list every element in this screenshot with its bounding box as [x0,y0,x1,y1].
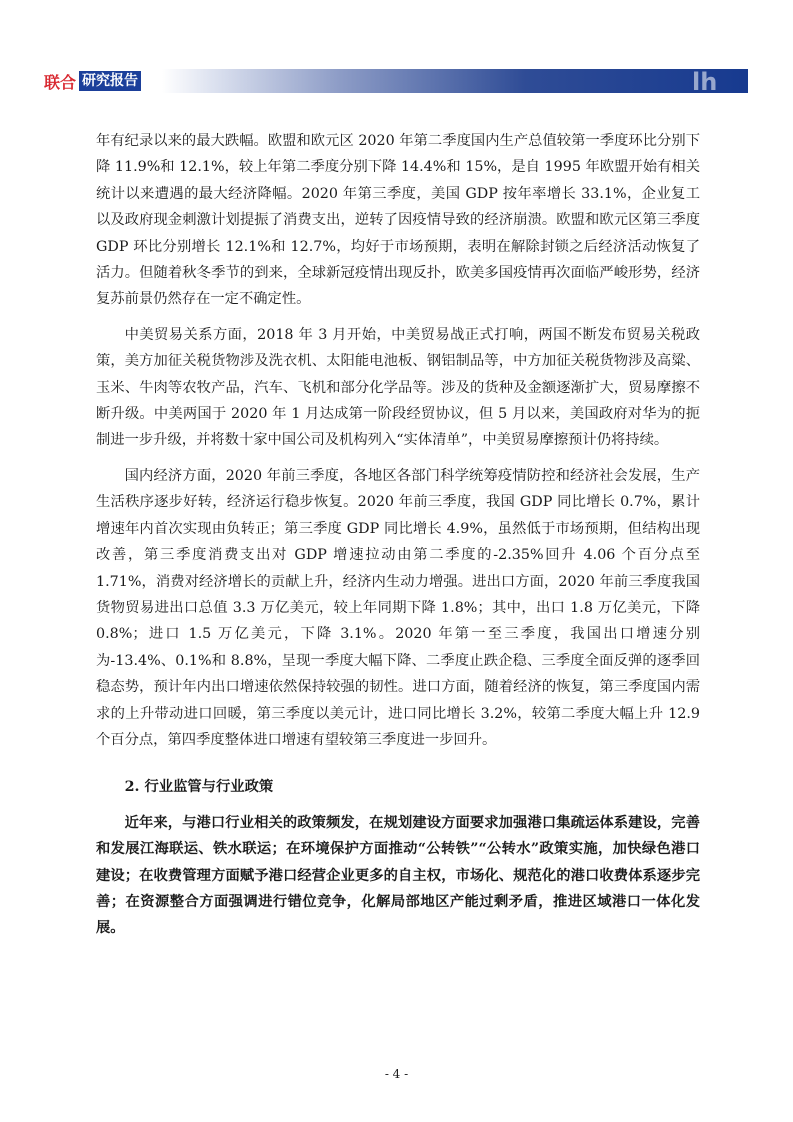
section-heading: 2. 行业监管与行业政策 [124,779,274,796]
section-summary: 近年来，与港口行业相关的政策频发，在规划建设方面要求加强港口集疏运体系建设，完善和发展江海联运、铁水联运；在环境保护方面推动“公转铁”“公转水”政策实施，加快绿色港口建设；在收费管理方面赋予港口经营企业更多的自主权，市场化、规范化的港口收费体系逐步完善；在资源整合方面强调进行错位竞争，化解局部地区产能过剩矛盾，推进区域港口一体化发展。 [96,814,700,937]
report-header [44,66,748,96]
brand-name-box: 研究报告 [79,71,141,91]
paragraph-sino-us-trade: 中美贸易关系方面，2018 年 3 月开始，中美贸易战正式打响，两国不断发布贸易关税政策，美方加征关税货物涉及洗衣机、太阳能电池板、钢铝制品等，中方加征关税货物涉及高粱、玉米、牛肉等农牧产品，汽车、飞机和部分化学品等。涉及的货种及金额逐渐扩大，贸易摩擦不断升级。中美两国于 2020 年 1 月达成第一阶段经贸协议，但 5 月以来，美国政府对华为的扼制进一步升级，并将数十家中国公司及机构列入“实体清单”，中美贸易摩擦预计仍将持续。 [96,326,700,449]
brand-logo [44,70,141,92]
paragraph-domestic-economy: 国内经济方面，2020 年前三季度，各地区各部门科学统筹疫情防控和经济社会发展，生产生活秩序逐步好转，经济运行稳步恢复。2020 年前三季度，我国 GDP 同比增长 0.7%，累计增速年内首次实现由负转正；第三季度 GDP 同比增长 4.9%，虽然低于市场预期，但结构出现改善，第三季度消费支出对 GDP 增速拉动由第二季度的-2.35%回升 4.06 个百分点至 1.71%，消费对经济增长的贡献上升，经济内生动力增强。进出口方面，2020 年前三季度我国货物贸易进出口总值 3.3 万亿美元，较上年同期下降 1.8%；其中，出口 1.8 万亿美元，下降 0.8%；进口 1.5 万亿美元，下降 3.1%。2020 年第一至三季度，我国出口增速分别为-13.4%、0.1%和 8.8%，呈现一季度大幅下降、二季度止跌企稳、三季度全面反弹的逐季回稳态势，预计年内出口增速依然保持较强的韧性。进口方面，随着经济的恢复，第三季度国内需求的上升带动进口回暖，第三季度以美元计，进口同比增长 3.2%，较第二季度大幅上升 12.9 个百分点，第四季度整体进口增速有望较第三季度进一步回升。 [96,467,700,748]
page-number: - 4 - [384,1067,409,1081]
report-body [96,128,700,942]
brand-name-red: 联合 [44,72,77,92]
svg-text:lh: lh [692,69,718,93]
lh-logo-icon [690,69,740,93]
paragraph-international-economy: 年有纪录以来的最大跌幅。欧盟和欧元区 2020 年第二季度国内生产总值较第一季度环比分别下降 11.9%和 12.1%，较上年第二季度分别下降 14.4%和 15%，是自 1995 年欧盟开始有相关统计以来遭遇的最大经济降幅。2020 年第三季度，美国 GDP 按年率增长 33.1%，企业复工以及政府现金刺激计划提振了消费支出，逆转了因疫情导致的经济崩溃。欧盟和欧元区第三季度 GDP 环比分别增长 12.1%和 12.7%，均好于市场预期，表明在解除封锁之后经济活动恢复了活力。但随着秋冬季节的到来，全球新冠疫情出现反扑，欧美多国疫情再次面临严峻形势，经济复苏前景仍然存在一定不确定性。 [96,133,700,308]
header-gradient-band [162,69,748,93]
